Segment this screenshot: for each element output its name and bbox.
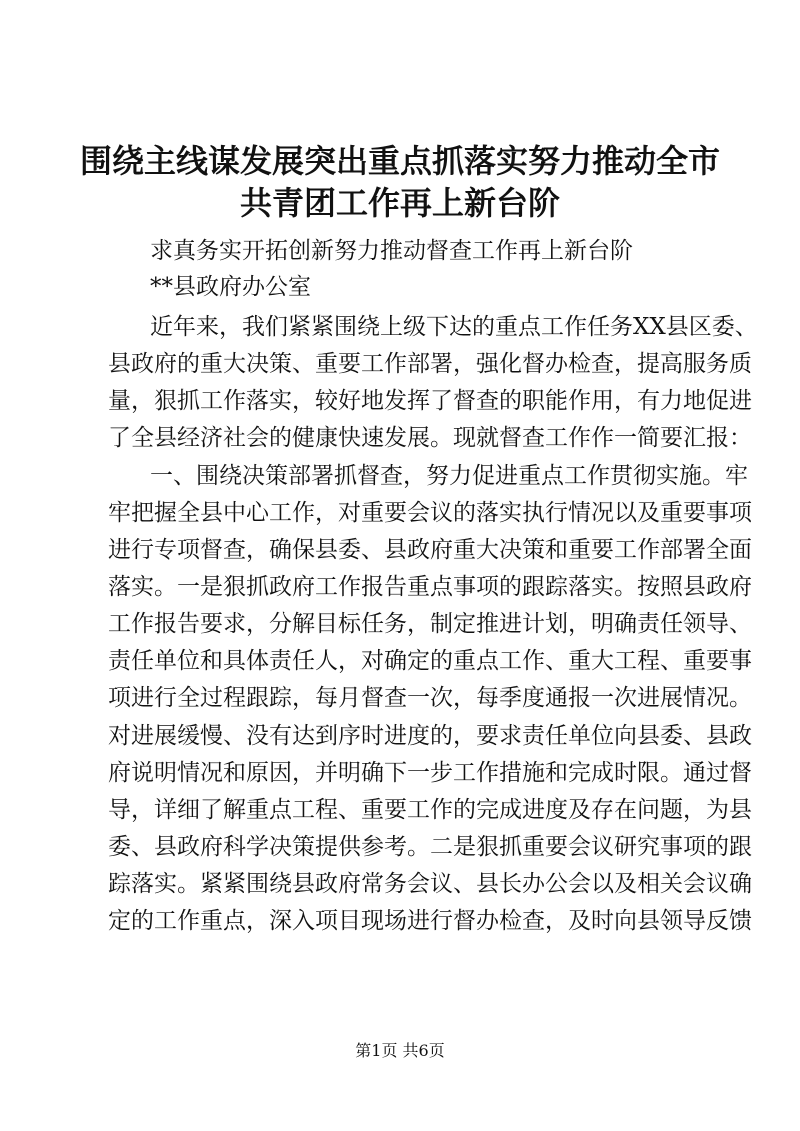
body-line: 牢把握全县中心工作，对重要会议的落实执行情况以及重要事项 xyxy=(108,500,752,526)
document-subtitle: 求真务实开拓创新努力推动督查工作再上新台阶 xyxy=(150,238,633,264)
body-line: 了全县经济社会的健康快速发展。现就督查工作作一简要汇报： xyxy=(108,425,752,451)
body-line: 近年来，我们紧紧围绕上级下达的重点工作任务XX县区委、 xyxy=(150,314,758,340)
body-line: 责任单位和具体责任人，对确定的重点工作、重大工程、重要事 xyxy=(108,648,752,674)
body-line: 工作报告要求，分解目标任务，制定推进计划，明确责任领导、 xyxy=(108,611,752,637)
document-title-line-1: 围绕主线谋发展突出重点抓落实努力推动全市 xyxy=(79,142,720,180)
body-line: 进行专项督查，确保县委、县政府重大决策和重要工作部署全面 xyxy=(108,537,752,563)
body-line: 委、县政府科学决策提供参考。二是狠抓重要会议研究事项的跟 xyxy=(108,834,752,860)
document-author: **县政府办公室 xyxy=(150,274,311,300)
body-line: 踪落实。紧紧围绕县政府常务会议、县长办公会以及相关会议确 xyxy=(108,871,752,897)
body-line: 一、围绕决策部署抓督查，努力促进重点工作贯彻实施。牢 xyxy=(150,463,748,489)
body-line: 落实。一是狠抓政府工作报告重点事项的跟踪落实。按照县政府 xyxy=(108,574,752,600)
page-footer: 第1页 共6页 xyxy=(355,1041,445,1060)
body-line: 县政府的重大决策、重要工作部署，强化督办检查，提高服务质 xyxy=(108,351,752,377)
body-line: 项进行全过程跟踪，每月督查一次，每季度通报一次进展情况。 xyxy=(108,685,752,711)
body-line: 定的工作重点，深入项目现场进行督办检查，及时向县领导反馈 xyxy=(108,908,752,934)
document-title-line-2: 共青团工作再上新台阶 xyxy=(239,184,560,222)
body-line: 导，详细了解重点工程、重要工作的完成进度及存在问题，为县 xyxy=(108,797,752,823)
body-line: 量，狠抓工作落实，较好地发挥了督查的职能作用，有力地促进 xyxy=(108,388,752,414)
body-line: 府说明情况和原因，并明确下一步工作措施和完成时限。通过督 xyxy=(108,760,752,786)
body-line: 对进展缓慢、没有达到序时进度的，要求责任单位向县委、县政 xyxy=(108,723,752,749)
